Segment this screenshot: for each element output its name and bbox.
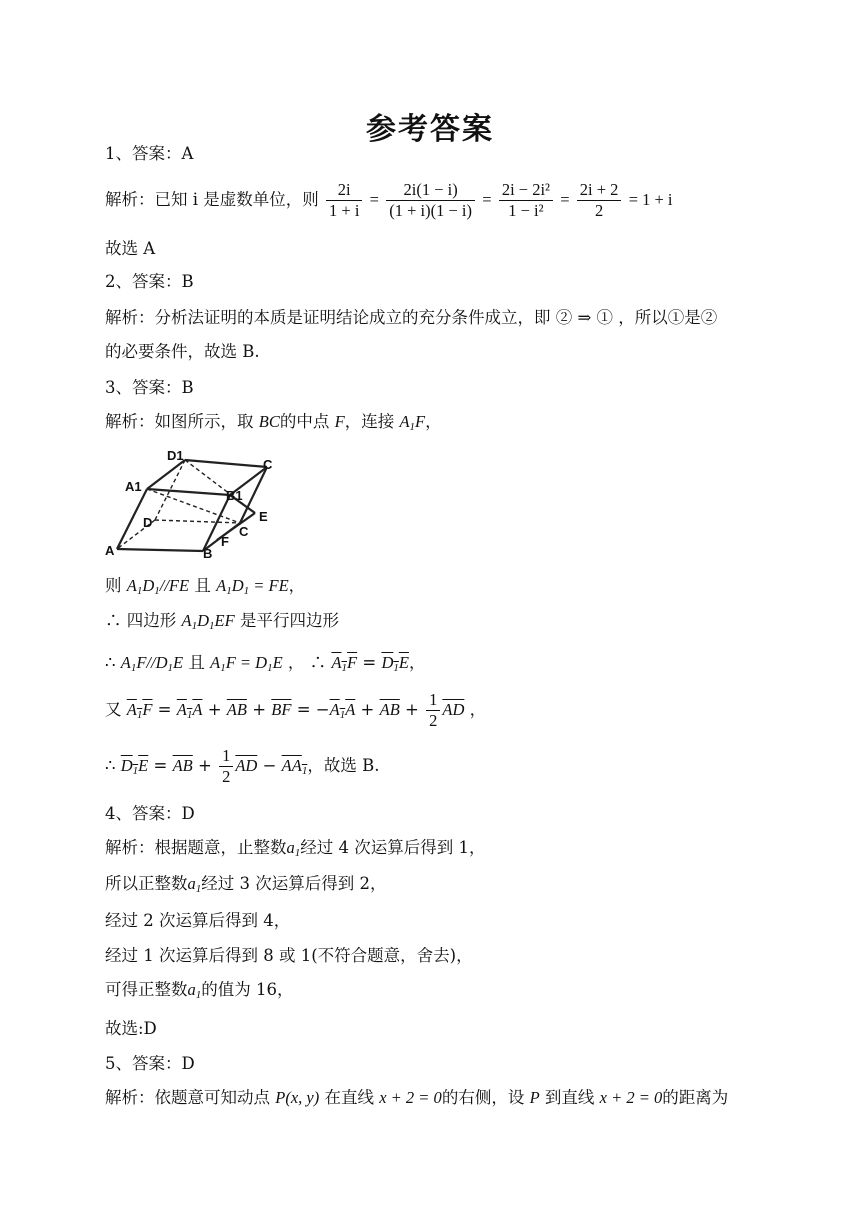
q1-analysis: 解析：已知 i 是虚数单位，则 $\frac{2i}{1 + i}$ = $\frac{2i(1 - i)}{(1 + i)(1 - i)}$ = $\frac{\text{2i − 2i²}}{\text{1 − i²}}$ = $\frac{2i + 2}{2}$ = 1 + i — [105, 180, 673, 220]
q4-line-2: 所以正整数$a_1$经过 3 次运算后得到 2， — [105, 874, 387, 895]
figure-label-a1: A1 — [125, 479, 142, 494]
q4-line-4: 经过 1 次运算后得到 8 或 1(不符合题意，舍去)， — [105, 946, 473, 965]
q3-line-parallel: ∴ $A_1F//D_1E$ 且 $A_1F = D_1E$ ， ∴ $A_1F = D_1E$， — [105, 653, 426, 674]
figure-label-f: F — [221, 534, 229, 549]
q1-fraction-3: $\frac{\text{2i − 2i²}}{\text{1 − i²}}$ — [499, 180, 553, 221]
q4-line-6: 故选:D — [105, 1019, 157, 1038]
q3-answer: 3、答案：B — [105, 378, 194, 397]
q4-line-3: 经过 2 次运算后得到 4， — [105, 911, 291, 930]
q4-line-5: 可得正整数$a_1$的值为 16， — [105, 980, 294, 1001]
figure-label-c1: C — [263, 457, 273, 472]
figure-label-b: B — [203, 546, 213, 560]
q2-analysis-line1: 解析：分析法证明的本质是证明结论成立的充分条件成立，即 ② ⇒ ① ，所以①是② — [105, 308, 718, 327]
q5-analysis-line1: 解析：依题意可知动点 P(x, y) 在直线 x + 2 = 0的右侧，设 P 到直线 x + 2 = 0的距离为 — [105, 1088, 729, 1107]
page-title: 参考答案 — [366, 112, 494, 147]
q4-answer: 4、答案：D — [105, 804, 195, 823]
q1-result: = 1 + i — [628, 190, 673, 209]
figure-label-a: A — [105, 543, 115, 558]
parallelepiped-figure — [105, 445, 280, 560]
q1-fraction-2: $\frac{2i(1 - i)}{(1 + i)(1 - i)}$ — [386, 180, 475, 221]
figure-label-c: C — [239, 524, 249, 539]
figure-label-b1: B1 — [226, 488, 243, 503]
figure-label-d: D — [143, 515, 153, 530]
q2-answer: 2、答案：B — [105, 272, 194, 291]
figure-label-d1: D1 — [167, 448, 184, 463]
q3-line-then: 则 $A_1D_1//FE$ 且 $A_1D_1$ = FE， — [105, 576, 306, 597]
q1-conclusion: 故选 A — [105, 239, 156, 258]
q3-line-also: 又 $A_1F = A_1A + \overline{AB} + \overline{BF} = -A_1A + \overline{AB}$ + $\frac{1}{2}$ $\overline{AD}$ ， — [105, 690, 487, 730]
q1-fraction-1: $\frac{2i}{1 + i}$ — [326, 180, 362, 221]
q3-line-quadrilateral: ∴ 四边形 $A_1D_1EF$ 是平行四边形 — [105, 611, 339, 632]
q3-analysis: 解析：如图所示，取 BC的中点 F，连接 $A_1F$， — [105, 412, 442, 433]
q5-answer: 5、答案：D — [105, 1054, 195, 1073]
q1-fraction-4: $\frac{2i + 2}{2}$ — [577, 180, 622, 221]
q2-analysis-line2: 的必要条件，故选 B. — [105, 342, 260, 361]
q1-answer: 1、答案：A — [105, 144, 194, 163]
q1-analysis-prefix: 解析：已知 i 是虚数单位，则 — [105, 190, 319, 209]
q4-line-1: 解析：根据题意，止整数$a_1$经过 4 次运算后得到 1， — [105, 838, 486, 859]
q3-line-therefore: ∴ $D_1E = \overline{AB}$ + $\frac{1}{2}$ $\overline{AD} - AA_1$，故选 B. — [105, 746, 380, 786]
figure-label-e: E — [259, 509, 268, 524]
